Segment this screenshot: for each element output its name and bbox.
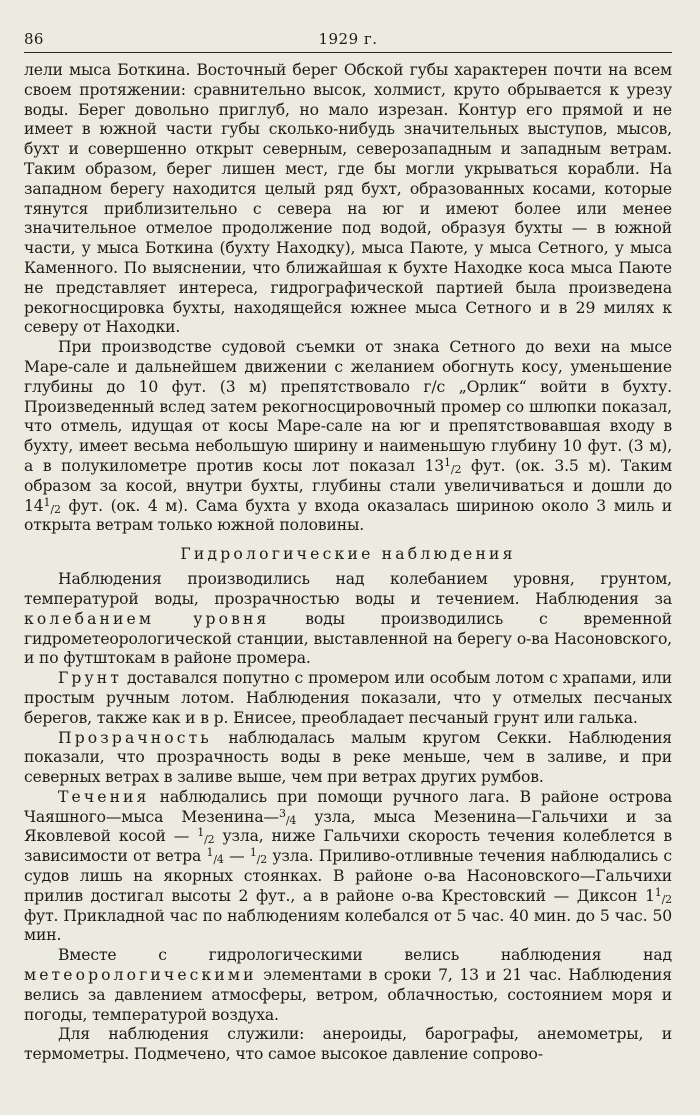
paragraph-8-text: Для наблюдения служили: анероиды, барографы, анемометры, и термометры. Подмечено, что самое высокое давление сопрово- (24, 1025, 672, 1064)
paragraph-2-text-c: фут. (ок. 4 м). Сама бухта у входа оказалась шириною около 3 миль и открыта ветрам только южной половины. (24, 496, 672, 535)
paragraph-1 (24, 61, 672, 338)
fraction-numerator: 1 (43, 495, 51, 509)
fraction-denominator: /2 (450, 462, 462, 476)
paragraph-6-text-a: наблюдались при помощи ручного лага. В районе острова Чаяшного—мыса Мезенина— (24, 787, 672, 826)
fraction-denominator: /2 (256, 853, 268, 867)
fraction-denominator: /2 (204, 833, 215, 847)
paragraph-7-text-a: Вместе с гидрологическими велись наблюдения над (58, 946, 672, 965)
paragraph-4-text: доставался попутно с промером или особым лотом с храпами, или простым ручным лотом. Наблюдения показали, что у отмелых песчаных берегов, также как и в р. Енисее, преобладает песчаный грунт или галька. (24, 669, 672, 727)
fraction-numerator: 1 (206, 846, 214, 860)
paragraph-8 (24, 1025, 672, 1065)
fraction-numerator: 1 (249, 846, 257, 860)
spaced-term: Прозрачность (58, 728, 212, 747)
fraction-numerator: 1 (654, 885, 662, 899)
paragraph-3-text-a: Наблюдения производились над колебанием уровня, грунтом, температурой воды, прозрачностью воды и течением. Наблюдения за (24, 570, 672, 608)
fraction-numerator: 1 (444, 455, 451, 469)
fraction-denominator: /2 (661, 892, 672, 906)
paragraph-2-text-a: При производстве судовой съемки от знака Сетного до вехи на мысе Маре-сале и дальнейшем движении с желанием обогнуть косу, уменьшение глубины до 10 фут. (3 м) препятствовало г/с „Орлик“ войти в бухту. Произведенный вслед затем рекогносцировочный промер со шлюпки показал, что отмель, идущая от косы Маре-сале на юг и препятствовавшая входу в бухту, имеет весьма небольшую ширину и наименьшую глубину 10 фут. (3 м), а в полукилометре против косы лот показал 13 (24, 338, 672, 475)
paragraph-7-text-b: элементами в сроки 7, 13 и 21 час. Наблюдения велись за давлением атмосферы, ветром, облачностью, состоянием моря и погоды, температурой воздуха. (24, 966, 672, 1024)
paragraph-7 (24, 946, 672, 1025)
section-title: Гидрологические наблюдения (180, 545, 516, 564)
paragraph-6-text-b: узла, мыса Мезенина—Гальчихи и за Яковлевой косой — (24, 807, 672, 846)
paragraph-6 (24, 788, 672, 946)
paragraph-1-text: лели мыса Боткина. Восточный берег Обской губы характерен почти на всем своем протяжении: сравнительно высок, холмист, круто обрывается к урезу воды. Берег довольно приглуб, но мало изрезан. Контур его прямой и не имеет в южной части губы сколько-нибудь значительных выступов, мысов, бухт и совершенно открыт северным, северозападным и западным ветрам. Таким образом, берег лишен мест, где бы могли укрываться корабли. На западном берегу находится целый ряд бухт, образованных косами, которые тянутся приблизительно с севера на юг и имеют более или менее значительное отмелое продолжение под водой, образуя бухты — в южной части, у мыса Боткина (бухту Находку), мыса Паюте, у мыса Сетного, у мыса Каменного. По выяснении, что ближайшая к бухте Находке коса мыса Паюте не представляет интереса, гидрографической партией была произведена рекогносцировка бухты, находящейся южнее мыса Сетного и в 29 милях к северу от Находки. (24, 61, 672, 337)
paragraph-5 (24, 729, 672, 788)
paragraph-4 (24, 669, 672, 728)
paragraph-2 (24, 338, 672, 536)
spaced-term: метеорологическими (24, 966, 257, 985)
fraction-denominator: /2 (50, 502, 61, 516)
paragraph-6-text-f: фут. Прикладной час по наблюдениям колебался от 5 час. 40 мин. до 5 час. 50 мин. (24, 906, 672, 945)
paragraph-6-text-e: узла. Приливо-отливные течения наблюдались с судов лишь на якорных стоянках. В районе о-ва Насоновского—Гальчихи прилив достигал высоты 2 фут., а в районе о-ва Крестовский — Диксон 1 (24, 847, 672, 905)
fraction-numerator: 1 (197, 826, 205, 840)
fraction-numerator: 3 (279, 806, 286, 820)
page-number: 86 (24, 30, 44, 48)
paragraph-5-text: наблюдалась малым кругом Секки. Наблюдения показали, что прозрачность воды в реке меньше, чем в заливе, и при северных ветрах в заливе выше, чем при ветрах других румбов. (24, 728, 672, 787)
paragraph-6-text-d: — (223, 847, 250, 866)
paragraph-3 (24, 570, 672, 669)
paragraph-2-text-b: фут. (ок. 3.5 м). Таким образом за косой, внутри бухты, глубины стали увеличиваться и дошли до 14 (24, 456, 672, 515)
document-page (24, 26, 672, 1106)
paragraph-6-text-c: узла, ниже Гальчихи скорость течения колеблется в зависимости от ветра (24, 827, 672, 866)
body-text (24, 61, 672, 1065)
spaced-term: колебанием уровня (24, 609, 270, 628)
page-header (24, 26, 672, 53)
spaced-term: Течения (58, 787, 150, 806)
spaced-term: Грунт (58, 669, 123, 688)
fraction-denominator: /4 (285, 813, 297, 827)
running-head: 1929 г. (318, 30, 378, 48)
fraction-denominator: /4 (213, 853, 224, 867)
paragraph-3-text-b: воды производились с временной гидрометеорологической станции, выставленной на берегу о-ва Насоновского, и по футштокам в районе промера. (24, 609, 673, 668)
